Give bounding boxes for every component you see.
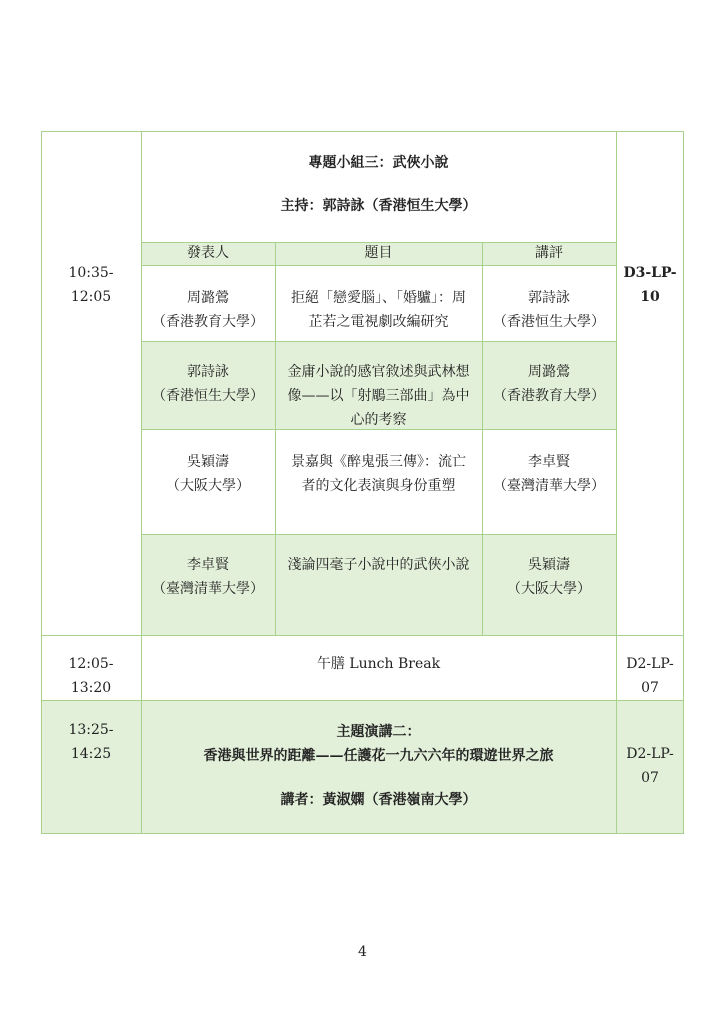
lunch-label: 午膳 Lunch Break [316,656,441,672]
keynote-room: D2-LP- 07 [626,746,674,786]
session1-chair: 主持：郭詩詠（香港恒生大學） [280,198,477,214]
keynote-title: 主題演講二： [336,724,421,740]
lunch-room: D2-LP- 07 [626,656,674,696]
table-row-2-commentator: 周潞鶯 （香港教育大學） [493,364,605,404]
session1-room: D3-LP- 10 [623,265,677,305]
header-topic: 題目 [364,245,393,261]
session1-time [41,261,141,309]
schedule-table [41,131,684,834]
table-row-3-topic: 景嘉與《醉鬼張三傳》：流亡 者的文化表演與身份重塑 [291,454,466,494]
keynote-subtitle: 香港與世界的距離——任護花一九六六年的環遊世界之旅 [203,748,554,764]
header-presenter: 發表人 [187,245,229,261]
header-commentator: 講評 [535,245,563,261]
table-row-4-commentator: 吳穎濤 （大阪大學） [507,557,591,597]
keynote-speaker: 講者：黃淑嫻（香港嶺南大學） [280,792,477,808]
table-row-4-presenter: 李卓賢 （臺灣清華大學） [152,557,264,597]
lunch-time: 12:05- 13:20 [68,656,114,696]
table-row-1-topic: 拒絕「戀愛腦」、「婚驢」：周 芷若之電視劇改編研究 [291,290,466,330]
table-row-2-topic: 金庸小說的感官敘述與武林想 像——以「射鵰三部曲」為中 心的考察 [287,364,470,428]
table-row-4-topic: 淺論四毫子小說中的武俠小說 [287,557,470,573]
session1-time-end: 12:05 [70,289,112,305]
table-row-3-commentator: 李卓賢 （臺灣清華大學） [493,454,605,494]
session1-title: 專題小組三：武俠小說 [308,155,449,171]
table-row-2-presenter: 郭詩詠 （香港恒生大學） [152,364,264,404]
table-row-3-presenter: 吳穎濤 （大阪大學） [166,454,250,494]
session1-time-start: 10:35- [68,265,114,281]
page-number: 4 [358,944,367,960]
table-row-1-commentator: 郭詩詠 （香港恒生大學） [493,290,605,330]
keynote-time: 13:25- 14:25 [68,722,114,762]
table-row-1-presenter: 周潞鶯 （香港教育大學） [152,290,264,330]
